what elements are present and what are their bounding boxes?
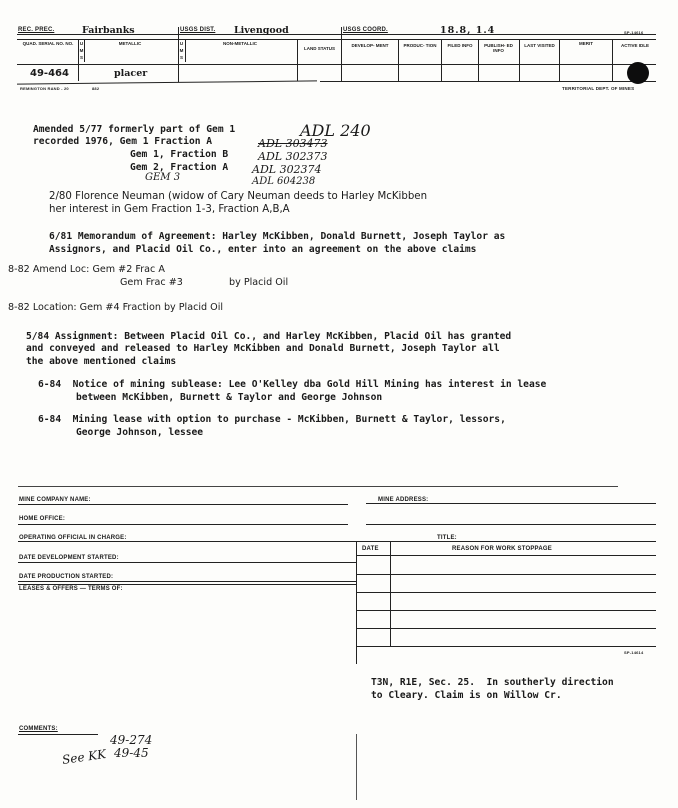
footer-left-label: REMINGTON RAND - 20 (20, 86, 69, 91)
location-line2: to Cleary. Claim is on Willow Cr. (371, 690, 562, 701)
entry-5-84-line2: and conveyed and released to Harley McKibben and Donald Burnett, Joseph Taylor all (26, 343, 500, 354)
metallic-label: METALLIC (118, 41, 142, 46)
active-idle-label: ACTIVE IDLE (620, 43, 649, 48)
handwritten-adl-b: ADL 302373 (258, 150, 328, 163)
entry-6-84-lease-line1: 6-84 Mining lease with option to purchase - McKibben, Burnett & Taylor, lessors, (38, 414, 506, 425)
reason-col-label: REASON FOR WORK STOPPAGE (452, 546, 552, 552)
last-visited-label: LAST VISITED (524, 43, 555, 48)
s-label-metallic: S (79, 55, 83, 60)
ref-49-274: 49-274 (110, 733, 153, 747)
handwritten-gem3: GEM 3 (145, 172, 181, 183)
entry-recorded: recorded 1976, Gem 1 Fraction A (33, 136, 213, 147)
entry-amended: Amended 5/77 formerly part of Gem 1 (33, 124, 236, 135)
entry-8-82-frac3: Gem Frac #3 (120, 277, 183, 288)
entry-5-84-line3: the above mentioned claims (26, 356, 177, 367)
entry-gem2-a: Gem 2, Fraction A (130, 162, 229, 173)
handwritten-adl-top: ADL 240 (300, 121, 371, 140)
handwritten-adl-d: ADL 604238 (252, 176, 316, 187)
mine-address-label: MINE ADDRESS: (378, 497, 429, 503)
location-line1: T3N, R1E, Sec. 25. In southerly direction (371, 677, 614, 688)
handwritten-adl-c: ADL 302374 (252, 163, 322, 176)
production-label: PRODUC- TION (403, 43, 437, 48)
quad-serial-value: 49-464 (30, 68, 69, 79)
title-label: TITLE: (437, 535, 457, 541)
land-status-label: LAND STATUS (303, 46, 336, 51)
date-production-label: DATE PRODUCTION STARTED: (19, 574, 114, 580)
footer-right-label: TERRITORIAL DEPT. OF MINES (562, 86, 635, 91)
entry-2-80-line2: her interest in Gem Fraction 1-3, Fraction A,B,A (49, 204, 290, 215)
usgs-coord-label: USGS COORD. (343, 27, 388, 33)
nonmetallic-label: NON-METALLIC (223, 41, 257, 46)
entry-5-84-line1: 5/84 Assignment: Between Placid Oil Co., and Harley McKibben, Placid Oil has granted (26, 331, 512, 342)
handwritten-adl-a: ADL 303473 (258, 137, 328, 150)
inner-form-code: SP-14614 (624, 650, 644, 655)
entry-6-84-sublease-line1: 6-84 Notice of mining sublease: Lee O'Kelley dba Gold Hill Mining has interest in lease (38, 379, 547, 390)
merit-label: MERIT (579, 41, 593, 46)
leases-offers-label: LEASES & OFFERS — TERMS OF: (19, 586, 123, 592)
usgs-dist-value: Livengood (234, 25, 289, 36)
home-office-label: HOME OFFICE: (19, 516, 66, 522)
rec-prec-value: Fairbanks (82, 25, 135, 36)
operating-official-label: OPERATING OFFICIAL IN CHARGE: (19, 535, 127, 541)
entry-6-84-lease-line2: George Johnson, lessee (76, 427, 204, 438)
active-status-dot (627, 62, 649, 84)
entry-6-81-line1: 6/81 Memorandum of Agreement: Harley McKibben, Donald Burnett, Joseph Taylor as (49, 231, 506, 242)
footer-left-code: 882 (92, 86, 100, 91)
m-label-nonmetallic: M (179, 48, 184, 53)
usgs-coord-value: 18.8, 1.4 (440, 25, 496, 36)
see-kk-note: See KK (61, 746, 107, 768)
quad-serial-label: QUAD. SERIAL NO. NO. (22, 41, 74, 46)
published-info-label: PUBLISH- ED INFO (484, 43, 513, 53)
usgs-dist-label: USGS DIST. (180, 27, 216, 33)
entry-8-82-location: 8-82 Location: Gem #4 Fraction by Placid Oil (8, 302, 224, 313)
ref-49-45: 49-45 (114, 746, 149, 760)
s-label-nonmetallic: S (179, 55, 183, 60)
date-development-label: DATE DEVELOPMENT STARTED: (19, 555, 119, 561)
filed-info-label: FILED INFO (447, 43, 473, 48)
date-col-label: DATE (362, 546, 379, 552)
m-label-metallic: M (79, 48, 84, 53)
entry-8-82-by: by Placid Oil (229, 277, 289, 288)
entry-6-81-line2: Assignors, and Placid Oil Co., enter into an agreement on the above claims (49, 244, 477, 255)
rec-prec-label: REC. PREC. (18, 27, 55, 33)
development-label: DEVELOP- MENT (351, 43, 389, 48)
entry-8-82-amend: 8-82 Amend Loc: Gem #2 Frac A (8, 264, 165, 275)
mine-company-name-label: MINE COMPANY NAME: (19, 497, 91, 503)
u-label-nonmetallic: U (179, 41, 184, 46)
entry-gem1-b: Gem 1, Fraction B (130, 149, 229, 160)
form-code: SP-14616 (624, 30, 644, 35)
entry-2-80-line1: 2/80 Florence Neuman (widow of Cary Neuman deeds to Harley McKibben (49, 191, 428, 202)
entry-6-84-sublease-line2: between McKibben, Burnett & Taylor and George Johnson (76, 392, 383, 403)
comments-label: COMMENTS: (19, 726, 58, 732)
u-label-metallic: U (79, 41, 84, 46)
metallic-value: placer (114, 68, 148, 79)
